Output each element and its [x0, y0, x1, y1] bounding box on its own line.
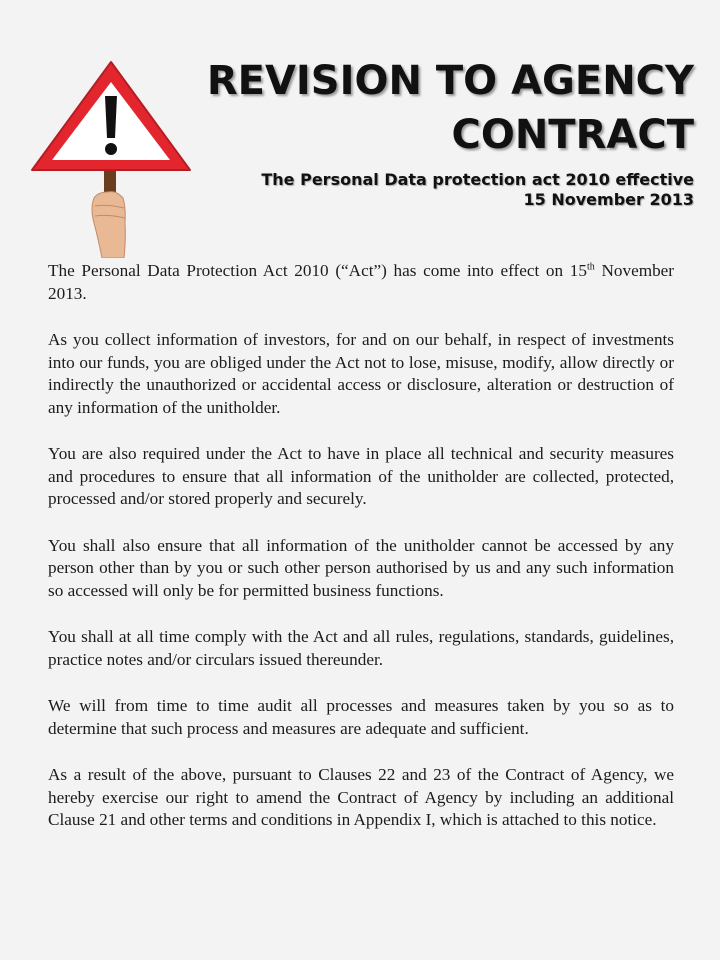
paragraph-amendment: As a result of the above, pursuant to Clauses 22 and 23 of the Contract of Agency, we hereby exercise our right to amend the Contract of Agency by including an additional Clause 21 and other terms and conditions in Appendix I, which is attached to this notice.: [48, 765, 674, 829]
title-line-1: REVISION TO AGENCY: [206, 58, 694, 104]
notice-body: [48, 260, 674, 856]
page-title: [174, 54, 694, 162]
p1-superscript: th: [587, 261, 595, 273]
page-subtitle: [214, 170, 694, 210]
p1-tail: November 2013.: [48, 261, 675, 303]
paragraph-obligations: As you collect information of investors, for and on our behalf, in respect of investments into our funds, you are obliged under the Act not to lose, misuse, modify, allow directly or indirectly the unauthorized or accidental access or disclosure, alteration or destruction of any information of the unitholder.: [48, 330, 674, 417]
paragraph-access: You shall also ensure that all information of the unitholder cannot be accessed by any person other than by you or such other person authorised by us and any such information so accessed will only be for permitted business functions.: [48, 535, 674, 600]
p1-text: The Personal Data Protection Act 2010 (“Act”) has come into effect on 15: [48, 261, 587, 280]
paragraph-compliance: You shall at all time comply with the Act and all rules, regulations, standards, guidelines, practice notes and/or circulars issued thereunder.: [48, 627, 674, 669]
title-line-2: CONTRACT: [451, 112, 694, 158]
paragraph-effective-date: [48, 260, 674, 305]
subtitle-line-1: The Personal Data protection act 2010 effective: [261, 170, 694, 189]
warning-sign-icon: [28, 58, 194, 258]
subtitle-line-2: 15 November 2013: [523, 190, 694, 209]
paragraph-audit: We will from time to time audit all processes and measures taken by you so as to determine that such process and measures are adequate and sufficient.: [48, 696, 674, 738]
paragraph-security-measures: You are also required under the Act to have in place all technical and security measures and procedures to ensure that all information of the unitholder are collected, protected, processed and/or stored properly and securely.: [48, 444, 674, 508]
